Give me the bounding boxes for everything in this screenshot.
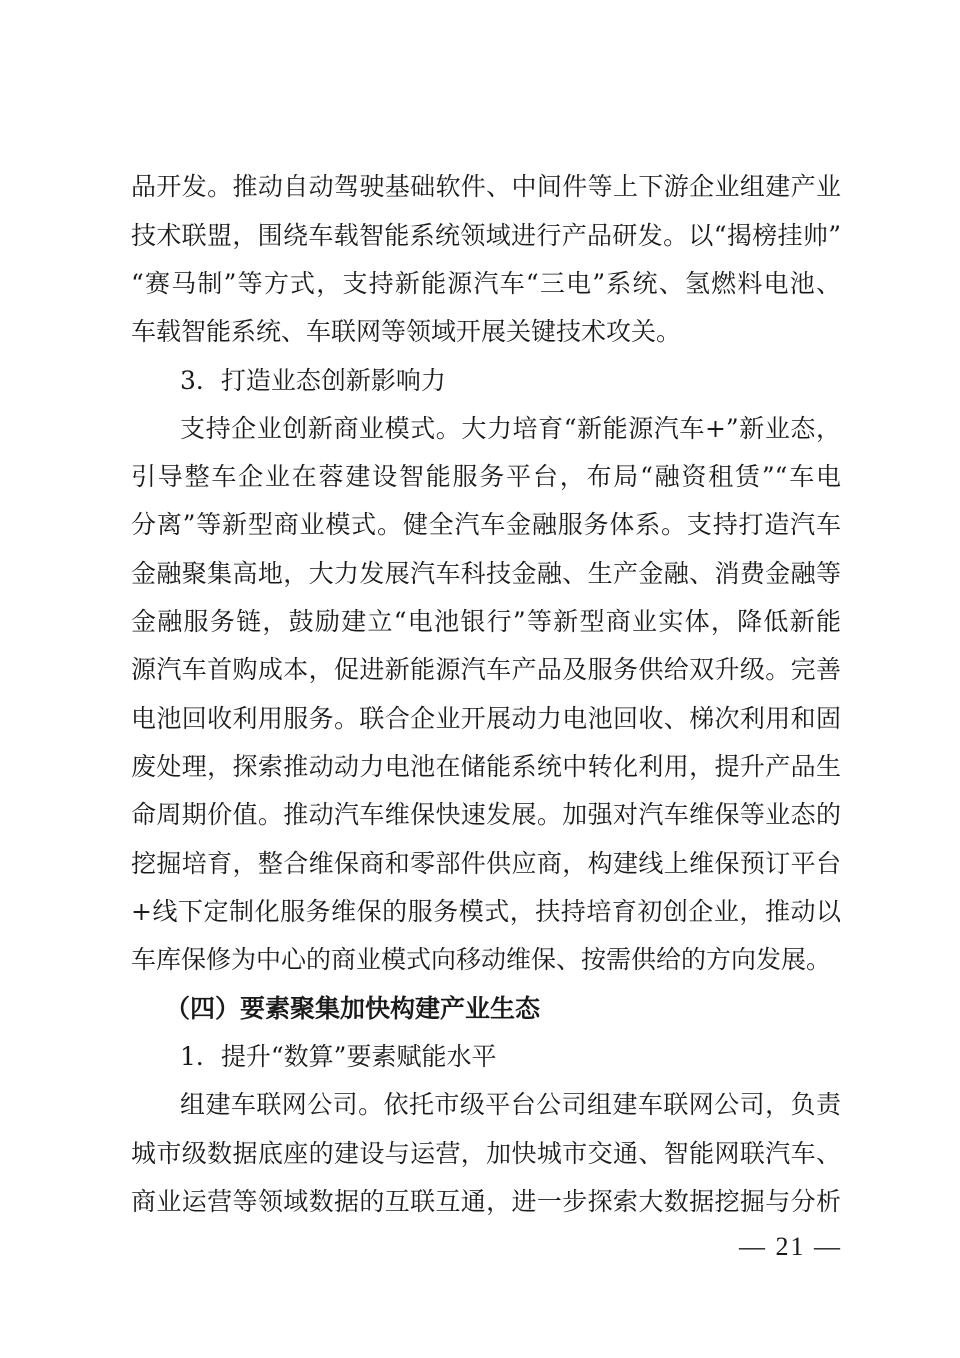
body-line: 分离”等新型商业模式。健全汽车金融服务体系。支持打造汽车 [131, 510, 841, 539]
body-line: 品开发。推动自动驾驶基础软件、中间件等上下游企业组建产业 [131, 172, 841, 201]
body-line: 组建车联网公司。依托市级平台公司组建车联网公司，负责 [180, 1090, 841, 1119]
subsection-heading: 1．提升“数算”要素赋能水平 [180, 1042, 497, 1071]
page-number: — 21 — [739, 1232, 842, 1261]
body-line: +线下定制化服务维保的服务模式，扶持培育初创企业，推动以 [131, 897, 841, 926]
body-line: 金融服务链，鼓励建立“电池银行”等新型商业实体，降低新能 [131, 607, 841, 636]
body-line: 命周期价值。推动汽车维保快速发展。加强对汽车维保等业态的 [131, 800, 841, 829]
body-line: 技术联盟，围绕车载智能系统领域进行产品研发。以“揭榜挂帅” [131, 221, 841, 250]
body-line: 废处理，探索推动动力电池在储能系统中转化利用，提升产品生 [131, 752, 841, 781]
section-heading: （四）要素聚集加快构建产业生态 [165, 994, 541, 1023]
body-line: 电池回收利用服务。联合企业开展动力电池回收、梯次利用和固 [131, 704, 841, 733]
body-line: 挖掘培育，整合维保商和零部件供应商，构建线上维保预订平台 [131, 849, 841, 878]
body-line: 商业运营等领域数据的互联互通，进一步探索大数据挖掘与分析 [131, 1187, 841, 1216]
body-line: 车载智能系统、车联网等领域开展关键技术攻关。 [131, 317, 682, 346]
body-line: 引导整车企业在蓉建设智能服务平台，布局“融资租赁”“车电 [131, 462, 841, 491]
subsection-heading: 3．打造业态创新影响力 [180, 366, 446, 395]
body-line: 源汽车首购成本，促进新能源汽车产品及服务供给双升级。完善 [131, 655, 841, 684]
body-line: 城市级数据底座的建设与运营，加快城市交通、智能网联汽车、 [131, 1139, 841, 1168]
body-line: 支持企业创新商业模式。大力培育“新能源汽车+”新业态， [180, 414, 841, 443]
body-line: 金融聚集高地，大力发展汽车科技金融、生产金融、消费金融等 [131, 559, 841, 588]
body-line: 车库保修为中心的商业模式向移动维保、按需供给的方向发展。 [131, 945, 832, 974]
body-line: “赛马制”等方式，支持新能源汽车“三电”系统、氢燃料电池、 [131, 269, 841, 298]
